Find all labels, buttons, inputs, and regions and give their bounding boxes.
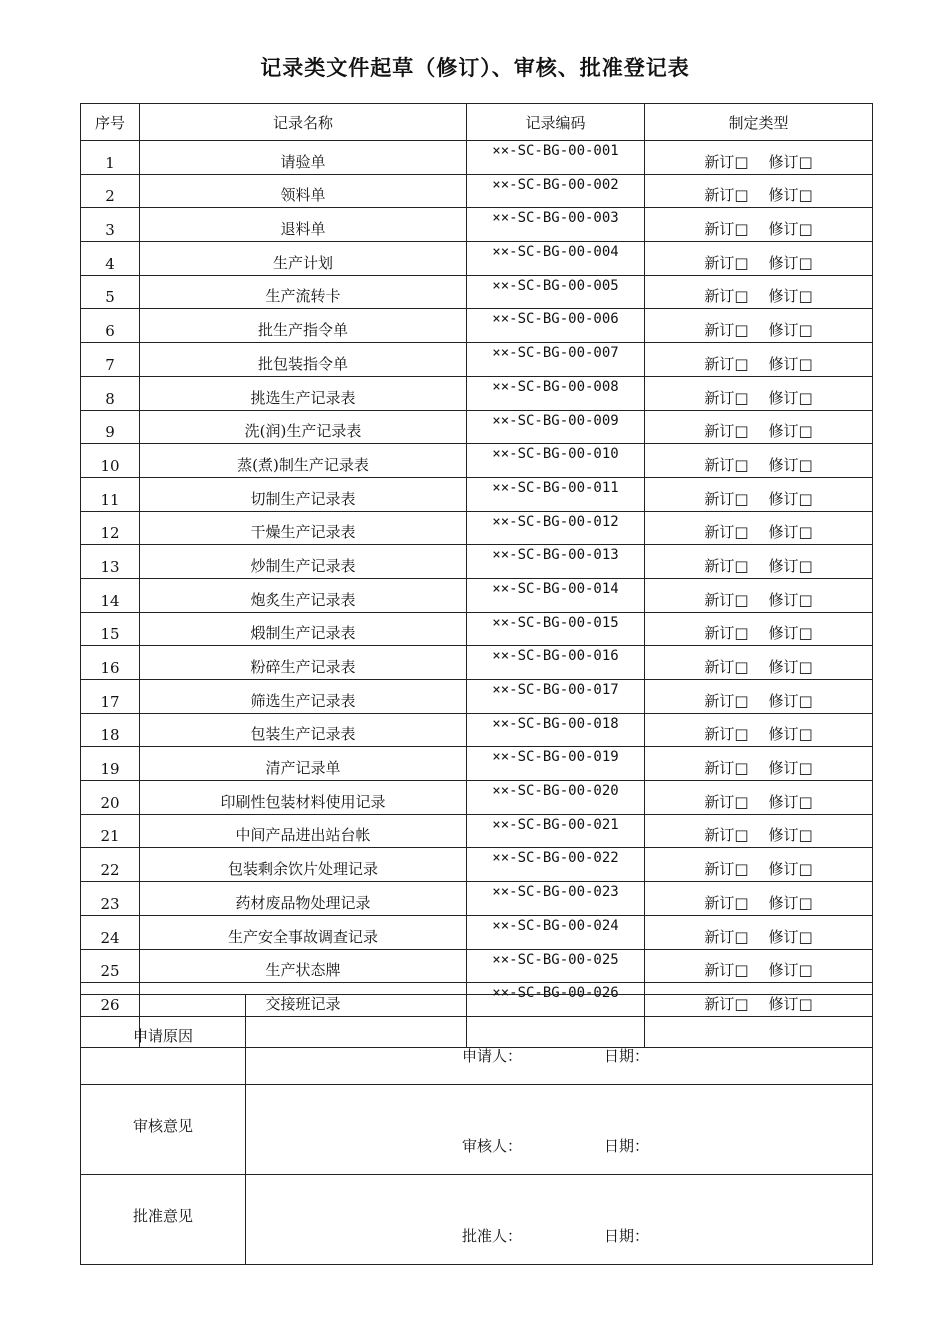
- date-label: 日期：: [604, 1227, 650, 1245]
- signer-label: 审核人：: [462, 1137, 523, 1155]
- new-checkbox[interactable]: 新订□: [704, 994, 749, 1013]
- record-code: ××-SC-BG-00-003: [467, 208, 645, 242]
- revise-checkbox[interactable]: 修订□: [768, 658, 813, 676]
- table-row: [81, 410, 873, 444]
- record-name: 包装生产记录表: [140, 713, 467, 747]
- type-options: [645, 747, 873, 781]
- revise-checkbox[interactable]: 修订□: [768, 691, 813, 710]
- row-number: 21: [81, 814, 140, 848]
- row-number: 17: [81, 680, 140, 714]
- table-row: [81, 141, 873, 175]
- type-options: [645, 814, 873, 848]
- revise-checkbox[interactable]: 修订□: [768, 422, 813, 441]
- type-options: [645, 242, 873, 276]
- record-code: ××-SC-BG-00-008: [467, 376, 645, 410]
- record-name: 印刷性包装材料使用记录: [140, 781, 467, 815]
- new-checkbox[interactable]: 新订□: [704, 624, 749, 643]
- type-options: [645, 477, 873, 511]
- row-number: 22: [81, 848, 140, 882]
- new-checkbox[interactable]: 新订□: [704, 489, 749, 508]
- row-number: 1: [81, 141, 140, 175]
- table-row: [81, 713, 873, 747]
- row-number: 19: [81, 747, 140, 781]
- record-name: 药材废品物处理记录: [140, 882, 467, 916]
- record-code: ××-SC-BG-00-006: [467, 309, 645, 343]
- revise-checkbox[interactable]: 修订□: [768, 759, 813, 778]
- row-number: 14: [81, 578, 140, 612]
- table-row: [81, 309, 873, 343]
- table-row: [81, 343, 873, 377]
- row-number: 12: [81, 511, 140, 545]
- revise-checkbox[interactable]: 修订□: [768, 523, 813, 542]
- table-row: [81, 511, 873, 545]
- header-code: 记录编码: [467, 104, 645, 141]
- new-checkbox[interactable]: 新订□: [704, 927, 749, 946]
- record-name: 退料单: [140, 208, 467, 242]
- record-code: ××-SC-BG-00-019: [467, 747, 645, 781]
- revise-checkbox[interactable]: 修订□: [768, 287, 813, 306]
- record-code: ××-SC-BG-00-018: [467, 713, 645, 747]
- approval-input-area[interactable]: [246, 1085, 873, 1175]
- record-code: ××-SC-BG-00-023: [467, 882, 645, 916]
- table-row: [81, 208, 873, 242]
- new-checkbox[interactable]: 新订□: [704, 354, 749, 373]
- record-code: ××-SC-BG-00-015: [467, 612, 645, 646]
- type-options: [645, 174, 873, 208]
- row-number: 5: [81, 275, 140, 309]
- table-row: [81, 578, 873, 612]
- row-number: 7: [81, 343, 140, 377]
- new-checkbox[interactable]: 新订□: [704, 253, 749, 272]
- new-checkbox[interactable]: 新订□: [704, 961, 749, 980]
- revise-checkbox[interactable]: 修订□: [768, 893, 813, 912]
- new-checkbox[interactable]: 新订□: [704, 860, 749, 879]
- new-checkbox[interactable]: 新订□: [704, 792, 749, 811]
- new-checkbox[interactable]: 新订□: [704, 826, 749, 845]
- table-row: [81, 781, 873, 815]
- date-label: 日期：: [604, 1047, 650, 1065]
- table-row: [81, 444, 873, 478]
- type-options: [645, 343, 873, 377]
- record-name: 领料单: [140, 174, 467, 208]
- record-code: ××-SC-BG-00-014: [467, 578, 645, 612]
- record-code: ××-SC-BG-00-013: [467, 545, 645, 579]
- row-number: 6: [81, 309, 140, 343]
- table-row: [81, 174, 873, 208]
- approval-table: [80, 994, 873, 1265]
- new-checkbox[interactable]: 新订□: [704, 725, 749, 744]
- row-number: 3: [81, 208, 140, 242]
- record-name: 蒸(煮)制生产记录表: [140, 444, 467, 478]
- type-options: [645, 882, 873, 916]
- record-name: 切制生产记录表: [140, 477, 467, 511]
- type-options: [645, 511, 873, 545]
- signer-label: 申请人：: [462, 1047, 523, 1065]
- table-row: [81, 646, 873, 680]
- table-row: [81, 275, 873, 309]
- header-no: 序号: [81, 104, 140, 141]
- approval-label-cell: [81, 995, 246, 1085]
- signer-label: 批准人：: [462, 1227, 523, 1245]
- approval-label: 申请原因: [132, 1027, 193, 1045]
- record-name: 筛选生产记录表: [140, 680, 467, 714]
- new-checkbox[interactable]: 新订□: [704, 759, 749, 778]
- row-number: 8: [81, 376, 140, 410]
- new-checkbox[interactable]: 新订□: [704, 152, 749, 171]
- approval-input-area[interactable]: [246, 995, 873, 1085]
- revise-checkbox[interactable]: 修订□: [768, 152, 813, 171]
- table-row: [81, 242, 873, 276]
- new-checkbox[interactable]: 新订□: [704, 658, 749, 676]
- record-name: 包装剩余饮片处理记录: [140, 848, 467, 882]
- new-checkbox[interactable]: 新订□: [704, 388, 749, 407]
- record-code: ××-SC-BG-00-020: [467, 781, 645, 815]
- table-header-row: [81, 104, 873, 141]
- revise-checkbox[interactable]: 修订□: [768, 489, 813, 508]
- record-code: ××-SC-BG-00-016: [467, 646, 645, 680]
- new-checkbox[interactable]: 新订□: [704, 287, 749, 306]
- revise-checkbox[interactable]: 修订□: [768, 354, 813, 373]
- record-code: ××-SC-BG-00-002: [467, 174, 645, 208]
- type-options: [645, 141, 873, 175]
- approval-row: [81, 995, 873, 1085]
- type-options: [645, 713, 873, 747]
- record-code: ××-SC-BG-00-024: [467, 915, 645, 949]
- new-checkbox[interactable]: 新订□: [704, 220, 749, 239]
- record-name: 炮炙生产记录表: [140, 578, 467, 612]
- record-name: 挑选生产记录表: [140, 376, 467, 410]
- record-code: ××-SC-BG-00-010: [467, 444, 645, 478]
- record-code: ××-SC-BG-00-007: [467, 343, 645, 377]
- record-name: 生产流转卡: [140, 275, 467, 309]
- type-options: [645, 680, 873, 714]
- type-options: [645, 309, 873, 343]
- table-row: [81, 376, 873, 410]
- approval-label: 批准意见: [132, 1207, 193, 1225]
- record-name: 批包装指令单: [140, 343, 467, 377]
- table-row: [81, 477, 873, 511]
- row-number: 10: [81, 444, 140, 478]
- record-name: 生产状态牌: [140, 949, 467, 983]
- record-code: ××-SC-BG-00-001: [467, 141, 645, 175]
- type-options: [645, 208, 873, 242]
- revise-checkbox[interactable]: 修订□: [768, 321, 813, 340]
- type-options: [645, 410, 873, 444]
- record-code: ××-SC-BG-00-012: [467, 511, 645, 545]
- type-options: [645, 578, 873, 612]
- new-checkbox[interactable]: 新订□: [704, 590, 749, 609]
- approval-label-cell: [81, 1175, 246, 1265]
- type-options: [645, 646, 873, 680]
- row-number: 26: [81, 983, 140, 1017]
- row-number: 18: [81, 713, 140, 747]
- table-row: [81, 680, 873, 714]
- record-code: ××-SC-BG-00-021: [467, 814, 645, 848]
- record-code: ××-SC-BG-00-005: [467, 275, 645, 309]
- date-label: 日期：: [604, 1137, 650, 1155]
- record-name: 批生产指令单: [140, 309, 467, 343]
- record-name: 煅制生产记录表: [140, 612, 467, 646]
- record-name: 干燥生产记录表: [140, 511, 467, 545]
- row-number: 15: [81, 612, 140, 646]
- revise-checkbox[interactable]: 修订□: [768, 590, 813, 609]
- record-code: ××-SC-BG-00-004: [467, 242, 645, 276]
- table-row: [81, 848, 873, 882]
- record-code: ××-SC-BG-00-025: [467, 949, 645, 983]
- row-number: 9: [81, 410, 140, 444]
- new-checkbox[interactable]: 新订□: [704, 455, 749, 474]
- type-options: [645, 915, 873, 949]
- revise-checkbox[interactable]: 修订□: [768, 220, 813, 239]
- revise-checkbox[interactable]: 修订□: [768, 253, 813, 272]
- table-row: [81, 949, 873, 983]
- type-options: [645, 949, 873, 983]
- revise-checkbox[interactable]: 修订□: [768, 186, 813, 205]
- table-row: [81, 882, 873, 916]
- table-row: [81, 915, 873, 949]
- new-checkbox[interactable]: 新订□: [704, 321, 749, 340]
- type-options: [645, 545, 873, 579]
- table-row: [81, 747, 873, 781]
- record-name: 请验单: [140, 141, 467, 175]
- type-options: [645, 376, 873, 410]
- revise-checkbox[interactable]: 修订□: [768, 556, 813, 575]
- approval-label-cell: [81, 1085, 246, 1175]
- revise-checkbox[interactable]: 修订□: [768, 826, 813, 845]
- record-name: 生产安全事故调查记录: [140, 915, 467, 949]
- type-options: [645, 275, 873, 309]
- record-name: 洗(润)生产记录表: [140, 410, 467, 444]
- new-checkbox[interactable]: 新订□: [704, 893, 749, 912]
- revise-checkbox[interactable]: 修订□: [768, 961, 813, 980]
- record-code: ××-SC-BG-00-009: [467, 410, 645, 444]
- revise-checkbox[interactable]: 修订□: [768, 927, 813, 946]
- record-name: 粉碎生产记录表: [140, 646, 467, 680]
- type-options: [645, 444, 873, 478]
- revise-checkbox[interactable]: 修订□: [768, 725, 813, 744]
- type-options: [645, 781, 873, 815]
- row-number: 4: [81, 242, 140, 276]
- revise-checkbox[interactable]: 修订□: [768, 624, 813, 643]
- new-checkbox[interactable]: 新订□: [704, 523, 749, 542]
- table-row: [81, 612, 873, 646]
- row-number: 13: [81, 545, 140, 579]
- new-checkbox[interactable]: 新订□: [704, 186, 749, 205]
- table-row: [81, 814, 873, 848]
- table-row: [81, 545, 873, 579]
- page-title: 记录类文件起草（修订）、审核、批准登记表: [260, 56, 690, 80]
- type-options: [645, 848, 873, 882]
- row-number: 11: [81, 477, 140, 511]
- revise-checkbox[interactable]: 修订□: [768, 994, 813, 1013]
- type-options: [645, 612, 873, 646]
- new-checkbox[interactable]: 新订□: [704, 691, 749, 710]
- new-checkbox[interactable]: 新订□: [704, 422, 749, 441]
- row-number: 24: [81, 915, 140, 949]
- approval-label: 审核意见: [132, 1117, 193, 1135]
- record-name: 交接班记录: [140, 983, 467, 1017]
- row-number: 25: [81, 949, 140, 983]
- record-register-table: [80, 103, 873, 1048]
- row-number: 16: [81, 646, 140, 680]
- record-name: 中间产品进出站台帐: [140, 814, 467, 848]
- revise-checkbox[interactable]: 修订□: [768, 792, 813, 811]
- row-number: 2: [81, 174, 140, 208]
- new-checkbox[interactable]: 新订□: [704, 556, 749, 575]
- row-number: 23: [81, 882, 140, 916]
- record-name: 炒制生产记录表: [140, 545, 467, 579]
- record-code: ××-SC-BG-00-017: [467, 680, 645, 714]
- revise-checkbox[interactable]: 修订□: [768, 455, 813, 474]
- approval-row: [81, 1175, 873, 1265]
- header-name: 记录名称: [140, 104, 467, 141]
- revise-checkbox[interactable]: 修订□: [768, 388, 813, 407]
- record-name: 清产记录单: [140, 747, 467, 781]
- revise-checkbox[interactable]: 修订□: [768, 860, 813, 879]
- record-code: ××-SC-BG-00-026: [467, 983, 645, 1017]
- record-code: ××-SC-BG-00-011: [467, 477, 645, 511]
- row-number: 20: [81, 781, 140, 815]
- header-type: 制定类型: [645, 104, 873, 141]
- approval-row: [81, 1085, 873, 1175]
- record-name: 生产计划: [140, 242, 467, 276]
- record-code: ××-SC-BG-00-022: [467, 848, 645, 882]
- approval-input-area[interactable]: [246, 1175, 873, 1265]
